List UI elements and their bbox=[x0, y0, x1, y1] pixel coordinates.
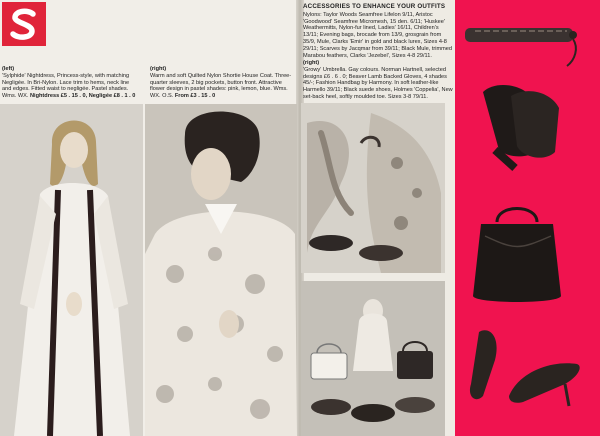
caption-tag: (right) bbox=[303, 60, 320, 66]
caption-body: 'Sylphide' Nightdress, Princess-style, with matching Negligée. In Bri-Nylon. Lace trim to hems, neck line and edges. Fitted waist to negligée. Pastel shades. Wms. WX. bbox=[2, 72, 130, 100]
nightdress-photo bbox=[0, 104, 143, 436]
nightdress-caption bbox=[2, 66, 140, 100]
caption-price: From £3 . 15 . 0 bbox=[174, 93, 216, 100]
caption-tag: (left) bbox=[2, 66, 15, 72]
accessories-body: Nylons: Taylor Woods Seamfree Lifelon 9/11, Aristoc 'Goodwood' Seamfree Micromesh, 15 den. 6/11; 'Huskee' Weathermitts, Nylon-fur lined, Ladies' 16/11, Children's 13/11; Evening bags, brocade from 13/9, grosgrain from 35/9, Mule, Clarks 'Emir' in gold and black lurex, Sizes 4-8 29/11; Scarves by Jacqmar from 39/11; Black Mule, trimmed Marabou feathers, Clarks 'Jezebel', Sizes 4-8 29/11. bbox=[303, 11, 453, 59]
accessories-heading: ACCESSORIES TO ENHANCE YOUR OUTFITS bbox=[303, 3, 446, 10]
accessories-right-body: 'Growy' Umbrella. Gay colours. Norman Hartnell, selected designs £6 . 6 . 0; Beaver Lamb Backed Gloves, 4 shades 45/-; Fashion Handbag by Harmony. In soft leather-like Harmello 39/11; Black suede shoes, Holmes 'Coppelia', New set-back heel, softly moulded toe. Sizes 3-8 79/11. bbox=[303, 66, 453, 100]
caption-tag: (right) bbox=[150, 66, 167, 72]
housecoat-photo bbox=[145, 104, 297, 436]
caption-body: Warm and soft Quilted Nylon Shortie House Coat. Three-quarter sleeves, 2 big pockets, button front. Attractive flower design in pastel shades: pink, lemon, blue. Wms. WX. O.S. bbox=[150, 72, 292, 100]
accessories-right-caption bbox=[303, 60, 453, 101]
housecoat-caption bbox=[150, 66, 296, 100]
brand-logo bbox=[2, 2, 46, 46]
caption-price: Nightdress £5 . 15 . 0, Negligée £8 . 1 . 0 bbox=[29, 93, 136, 100]
s-logo-icon bbox=[2, 2, 46, 46]
accessories-caption bbox=[303, 4, 453, 59]
accessories-pink-panel bbox=[455, 0, 600, 436]
nylons-scarves-photo bbox=[301, 103, 445, 273]
bags-mules-photo bbox=[301, 281, 445, 436]
